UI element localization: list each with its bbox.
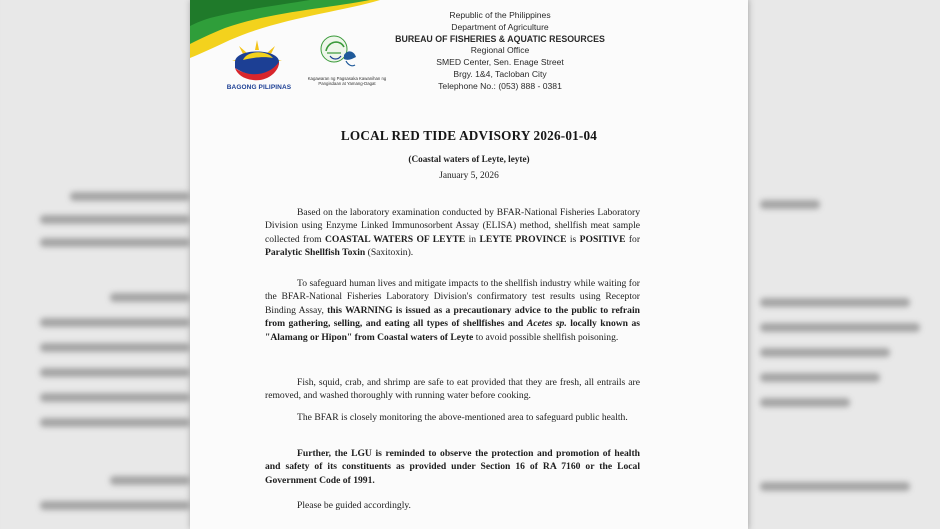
letterhead-address-city: Brgy. 1&4, Tacloban City — [453, 68, 547, 79]
blurred-text-line — [40, 418, 190, 427]
paragraph-monitoring: The BFAR is closely monitoring the above-mentioned area to safeguard public health. — [297, 412, 628, 423]
bfar-logo-caption: Kagawaran ng Pagsasaka Kawanihan ng Pangisdaan at Yamang-Dagat — [307, 76, 387, 86]
toxin-highlight: Paralytic Shellfish Toxin — [265, 247, 366, 259]
advisory-title: LOCAL RED TIDE ADVISORY 2026-01-04 — [340, 128, 598, 143]
bfar-seal-icon — [318, 33, 358, 71]
paragraph-lab-results: Based on the laboratory examination conducted by BFAR-National Fisheries Laboratory Division using Enzyme Linked Immunosorbent Assay (ELISA) method, shellfish meat sample collected from COASTAL WATERS OF LEYTE in LEYTE PROVINCE is POSITIVE for Paralytic Shellfish Toxin (Saxitoxin). — [265, 207, 641, 259]
blurred-text-line — [760, 398, 850, 407]
bagong-pilipinas-logo — [227, 38, 287, 89]
advisory-date: January 5, 2026 — [439, 171, 499, 181]
letterhead-office: Regional Office — [470, 45, 530, 56]
blurred-text-line — [760, 348, 890, 357]
blurred-text-line — [40, 501, 190, 510]
warning-highlight: this WARNING is issued as a precautionary advice to the public to refrain from gathering, selling, and eating all types of shellfishes and — [265, 304, 640, 330]
bagong-pilipinas-label: BAGONG PILIPINAS — [226, 84, 292, 91]
blurred-text-line — [760, 298, 910, 307]
paragraph-closing: Please be guided accordingly. — [297, 500, 411, 511]
blurred-panel-right — [745, 0, 940, 529]
letterhead-address-street: SMED Center, Sen. Enage Street — [436, 57, 564, 68]
blurred-panel-left — [0, 0, 200, 529]
bfar-logo — [318, 33, 358, 76]
blurred-text-line — [40, 343, 190, 352]
letterhead — [385, 10, 615, 93]
blurred-text-line — [70, 192, 190, 201]
letterhead-agency: BUREAU OF FISHERIES & AQUATIC RESOURCES — [395, 33, 605, 44]
letterhead-telephone: Telephone No.: (053) 888 - 0381 — [438, 80, 562, 91]
blurred-text-line — [760, 200, 820, 209]
blurred-text-line — [760, 482, 910, 491]
location-highlight: COASTAL WATERS OF LEYTE — [324, 233, 466, 245]
letterhead-department: Department of Agriculture — [451, 21, 549, 32]
blurred-text-line — [40, 215, 190, 224]
paragraph-warning: To safeguard human lives and mitigate impacts to the shellfish industry while waiting for the BFAR-National Fisheries Laboratory Division's confirmatory test results using Receptor Binding Assay, this WARNING is issued as a precautionary advice to the public to refrain from gathering, selling, and eating all types of shellfishes and Acetes sp. locally known as "Alamang or Hipon" from Coastal waters of Leyte to avoid possible shellfish poisoning. — [265, 278, 640, 343]
blurred-text-line — [110, 476, 190, 485]
blurred-text-line — [40, 393, 190, 402]
advisory-document — [190, 0, 748, 529]
blurred-text-line — [110, 293, 190, 302]
letterhead-republic: Republic of the Philippines — [449, 10, 551, 20]
species-name: Acetes sp. — [526, 318, 567, 330]
paragraph-safe-seafood: Fish, squid, crab, and shrimp are safe to eat provided that they are fresh, all entrails are removed, and washed thoroughly with running water before cooking. — [265, 377, 640, 402]
blurred-text-line — [40, 238, 190, 247]
sun-flag-icon — [229, 38, 285, 84]
blurred-text-line — [40, 318, 190, 327]
result-highlight: POSITIVE — [579, 233, 626, 245]
blurred-text-line — [760, 373, 880, 382]
blurred-text-line — [40, 368, 190, 377]
province-highlight: LEYTE PROVINCE — [479, 233, 567, 245]
paragraph-lgu-reminder: Further, the LGU is reminded to observe the protection and promotion of health and safety of its constituents as provided under Section 16 of RA 7160 or the Local Government Code of 1991. — [265, 448, 640, 486]
local-name-highlight: locally known as "Alamang or Hipon" from Coastal waters of Leyte — [265, 318, 640, 343]
blurred-text-line — [760, 323, 920, 332]
advisory-subtitle: (Coastal waters of Leyte, leyte) — [408, 154, 530, 164]
